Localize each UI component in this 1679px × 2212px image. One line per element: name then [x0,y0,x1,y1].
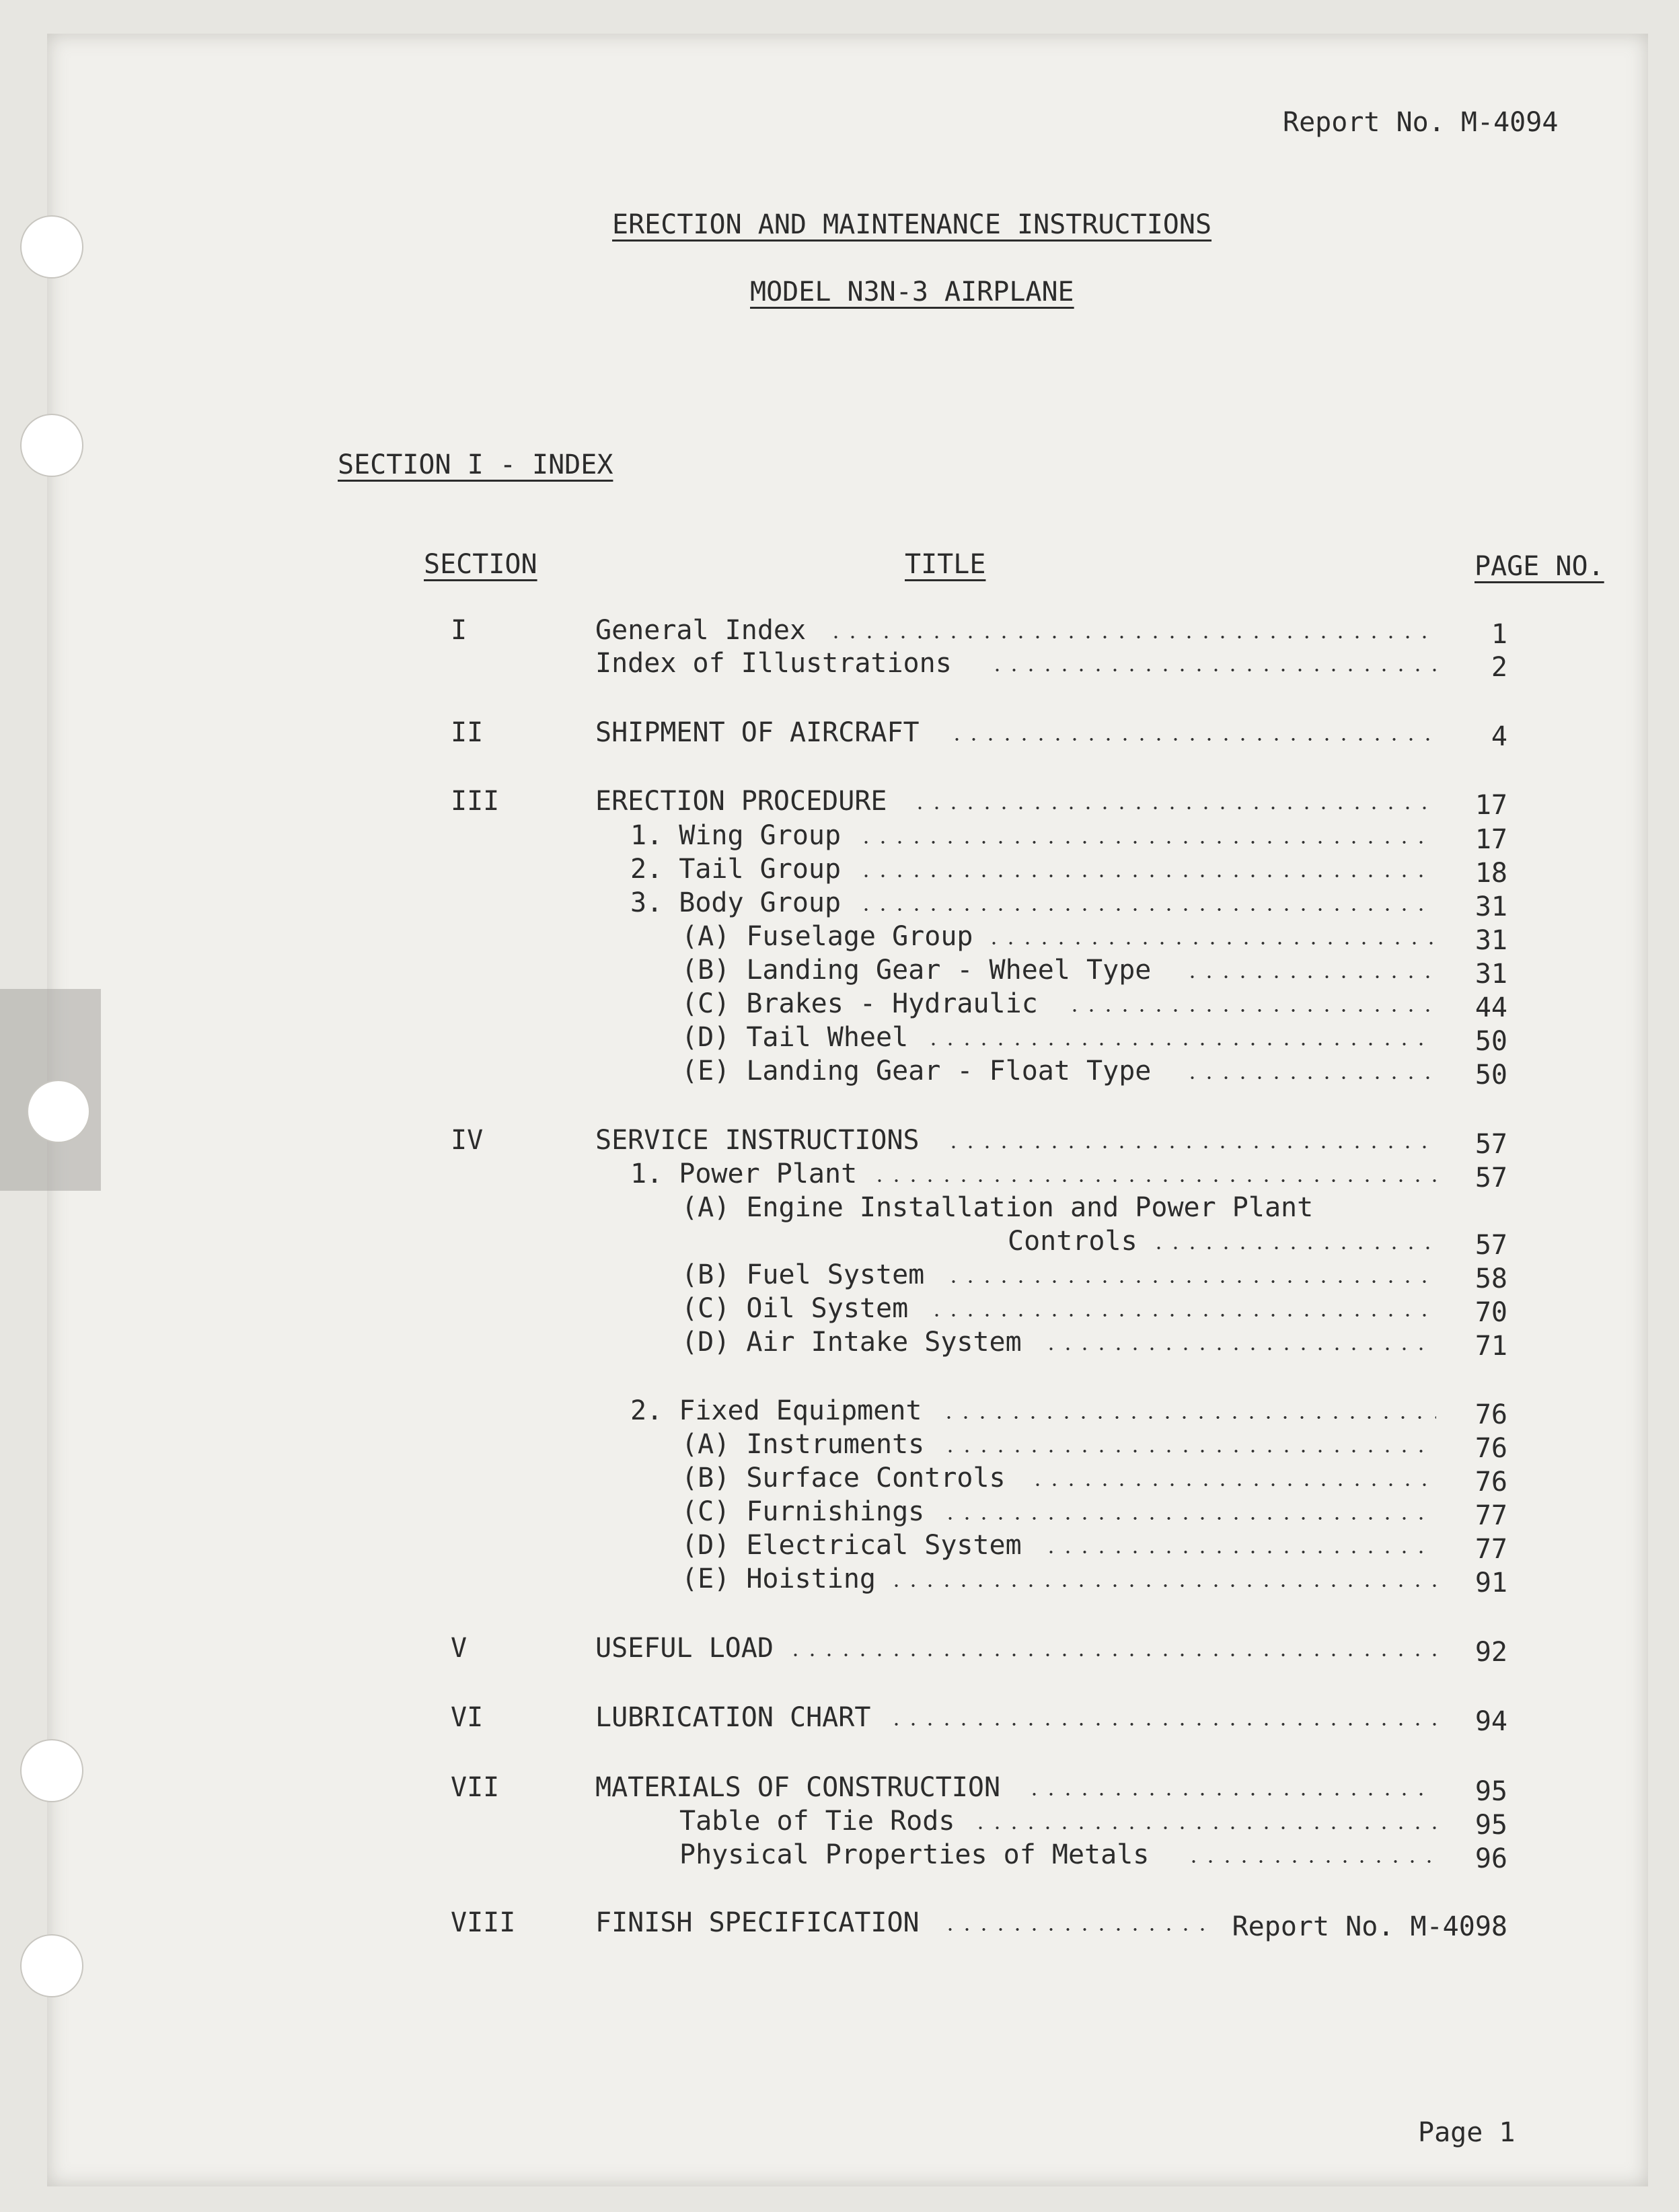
page-reference: 94 [1475,1706,1507,1737]
page-reference: 58 [1475,1263,1507,1294]
index-entry-title: 3. Body Group [630,887,842,918]
dot-leader [1066,1009,1436,1012]
dot-leader [1184,975,1436,978]
index-entry-title: (E) Hoisting [681,1563,876,1594]
section-heading: SECTION I - INDEX [338,449,613,480]
dot-leader [888,1584,1436,1587]
dot-leader [942,1928,1207,1931]
page-reference: 95 [1475,1810,1507,1841]
index-entry-title: FINISH SPECIFICATION [595,1907,920,1938]
index-entry-title: 2. Tail Group [630,854,842,885]
dot-leader [940,1416,1436,1419]
section-number: II [451,717,484,748]
page-reference: 76 [1475,1433,1507,1464]
document-title: ERECTION AND MAINTENANCE INSTRUCTIONS [612,209,1212,240]
dot-leader [1043,1348,1436,1350]
index-entry-title: 1. Power Plant [630,1158,858,1189]
index-entry-title: Physical Properties of Metals [679,1839,1150,1870]
index-entry-title: (C) Furnishings [681,1496,925,1527]
index-entry-title: ERECTION PROCEDURE [595,786,887,817]
page-reference: 57 [1475,1129,1507,1160]
dot-leader [948,738,1436,741]
page-reference: 77 [1475,1500,1507,1531]
index-entry-title: SHIPMENT OF AIRCRAFT [595,717,920,748]
section-number: V [451,1633,468,1664]
page-reference: 31 [1475,891,1507,922]
section-number: III [451,786,500,817]
section-number: IV [451,1125,484,1156]
index-entry-title: Controls [1008,1226,1137,1257]
dot-leader [1043,1551,1436,1553]
punch-hole [27,1080,90,1143]
dot-leader [858,908,1436,911]
page-reference: 57 [1475,1230,1507,1261]
punch-hole [20,1739,83,1802]
dot-leader [972,1827,1436,1829]
dot-leader [888,1723,1436,1726]
page-reference: 57 [1475,1163,1507,1193]
page-reference: 70 [1475,1297,1507,1328]
report-number: Report No. M-4094 [1283,107,1559,138]
punch-hole [20,1934,83,1997]
column-header-page: PAGE NO. [1475,551,1604,582]
page-reference: 95 [1475,1776,1507,1807]
dot-leader [1026,1793,1436,1796]
section-number: VI [451,1702,484,1733]
dot-leader [985,942,1436,945]
index-entry-title: (A) Engine Installation and Power Plant [681,1192,1314,1223]
index-entry-title: General Index [595,615,807,646]
dot-leader [827,636,1436,638]
column-header-title: TITLE [905,549,986,580]
page-reference: 76 [1475,1467,1507,1498]
dot-leader [942,1517,1436,1520]
page-reference: 91 [1475,1568,1507,1598]
index-entry-title: Index of Illustrations [595,648,952,679]
page-reference: Report No. M-4098 [1232,1911,1507,1942]
page-reference: 2 [1491,652,1507,683]
index-entry-title: (C) Brakes - Hydraulic [681,988,1038,1019]
dot-leader [945,1280,1436,1283]
index-entry-title: (A) Fuselage Group [681,921,973,952]
index-entry-title: (E) Landing Gear - Float Type [681,1056,1152,1086]
page-number: Page 1 [1418,2117,1516,2148]
index-entry-title: (D) Tail Wheel [681,1022,909,1053]
section-number: I [451,615,468,646]
dot-leader [1185,1860,1436,1863]
section-number: VII [451,1772,500,1803]
section-number: VIII [451,1907,516,1938]
page-reference: 96 [1475,1843,1507,1874]
dot-leader [945,1146,1436,1148]
page-reference: 50 [1475,1026,1507,1057]
index-entry-title: (C) Oil System [681,1293,909,1324]
page-reference: 1 [1491,619,1507,650]
dot-leader [1184,1076,1436,1079]
index-entry-title: Table of Tie Rods [679,1806,955,1837]
index-entry-title: (D) Electrical System [681,1530,1022,1561]
page-reference: 18 [1475,858,1507,889]
document-subtitle: MODEL N3N-3 AIRPLANE [750,276,1074,307]
dot-leader [911,807,1436,809]
dot-leader [928,1314,1436,1317]
page-reference: 92 [1475,1637,1507,1668]
dot-leader [871,1179,1436,1182]
index-entry-title: (B) Surface Controls [681,1463,1006,1494]
dot-leader [1150,1247,1436,1249]
page-reference: 77 [1475,1534,1507,1565]
page-reference: 31 [1475,925,1507,956]
page-reference: 17 [1475,824,1507,855]
page-reference: 71 [1475,1331,1507,1362]
index-entry-title: 1. Wing Group [630,820,842,851]
dot-leader [925,1043,1436,1045]
column-header-section: SECTION [424,549,537,580]
dot-leader [858,875,1436,877]
page-reference: 17 [1475,790,1507,821]
dot-leader [787,1654,1436,1656]
index-entry-title: USEFUL LOAD [595,1633,774,1664]
page-reference: 4 [1491,721,1507,752]
dot-leader [1029,1483,1436,1486]
index-entry-title: LUBRICATION CHART [595,1702,871,1733]
dot-leader [989,669,1436,671]
index-entry-title: 2. Fixed Equipment [630,1395,922,1426]
index-entry-title: MATERIALS OF CONSTRUCTION [595,1772,1001,1803]
index-entry-title: SERVICE INSTRUCTIONS [595,1125,920,1156]
page-reference: 44 [1475,992,1507,1023]
index-entry-title: (D) Air Intake System [681,1327,1022,1358]
punch-hole [20,414,83,477]
punch-hole [20,215,83,279]
index-entry-title: (A) Instruments [681,1429,925,1460]
index-entry-title: (B) Fuel System [681,1259,925,1290]
dot-leader [858,841,1436,844]
index-entry-title: (B) Landing Gear - Wheel Type [681,955,1152,986]
page-reference: 31 [1475,959,1507,990]
dot-leader [942,1450,1436,1452]
page-reference: 76 [1475,1399,1507,1430]
page-reference: 50 [1475,1060,1507,1091]
